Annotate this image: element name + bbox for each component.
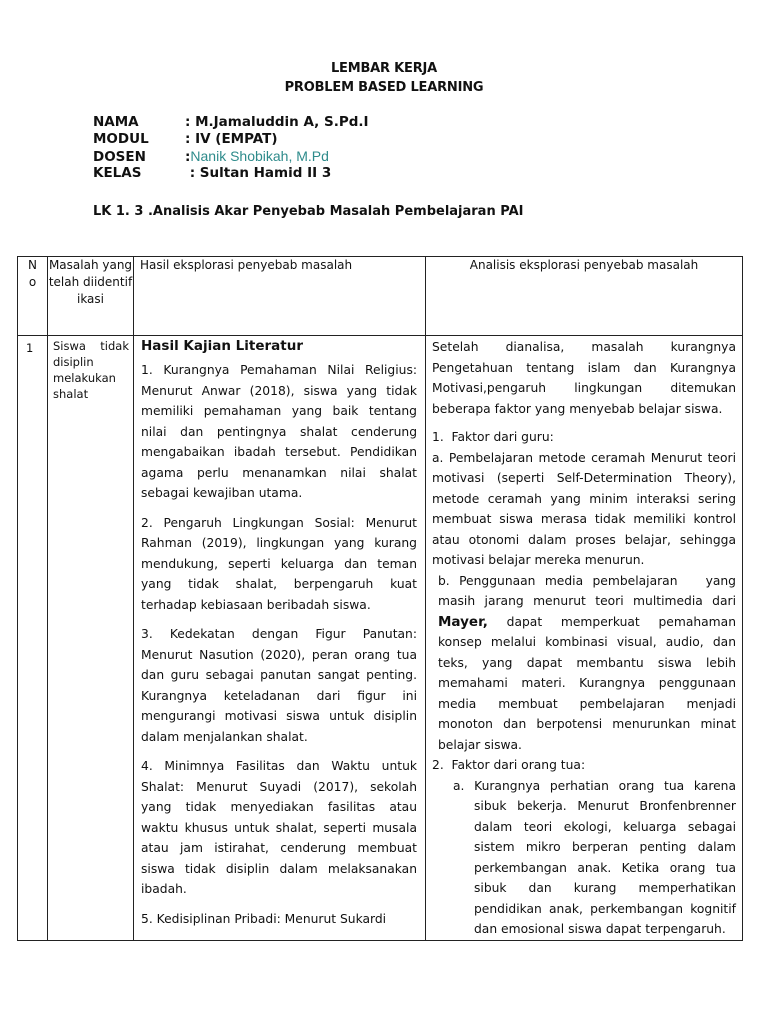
row-hasil — [134, 336, 426, 941]
worksheet-heading: LK 1. 3 .Analisis Akar Penyebab Masalah Pembelajaran PAI — [93, 204, 524, 219]
factor-item-emphasis: Mayer, — [438, 613, 488, 630]
analysis-table — [17, 256, 743, 941]
info-label: DOSEN — [93, 149, 146, 165]
literature-paragraph: 5. Kedisiplinan Pribadi: Menurut Sukardi — [141, 911, 387, 926]
header-masalah: Masalah yang telah diidentifikasi — [48, 257, 134, 336]
factor-item — [432, 571, 740, 756]
document-subtitle: PROBLEM BASED LEARNING — [284, 80, 484, 95]
info-value: : M.Jamaluddin A, S.Pd.I — [185, 114, 369, 130]
row-number: 1 — [18, 336, 48, 941]
literature-paragraph: 4. Minimnya Fasilitas dan Waktu untuk Shalat: Menurut Suyadi (2017), sekolah yang tidak menyediakan fasilitas atau waktu khusus untuk shalat, seperti musala atau jam istirahat, cenderung membuat siswa tidak disiplin dalam melaksanakan ibadah. — [141, 759, 417, 896]
literature-paragraph: 2. Pengaruh Lingkungan Sosial: Menurut Rahman (2019), lingkungan yang kurang mendukung, seperti keluarga dan teman yang tidak shalat, berpengaruh kuat terhadap kebiasaan beribadah siswa. — [141, 515, 417, 612]
header-analisis: Analisis eksplorasi penyebab masalah — [426, 257, 743, 336]
header-no — [18, 257, 48, 336]
header-no-text: No — [28, 258, 37, 289]
factor-item-text: dapat memperkuat pemahaman konsep melalui kombinasi visual, audio, dan teks, yang dapat membantu siswa lebih memahami materi. Kurangnya penggunaan media membuat pembelajaran menjadi monoton dan berpotensi menurunkan minat belajar siswa. — [438, 614, 736, 752]
info-row-kelas — [93, 165, 369, 182]
factor-item: a. Pembelajaran metode ceramah Menurut teori motivasi (seperti Self-Determination Theory), metode ceramah yang minim interaksi sering membuat siswa merasa tidak memiliki kontrol atau otonomi dalam proses belajar, sehingga motivasi belajar mereka menurun. — [432, 450, 736, 567]
row-masalah: Siswa tidak disiplin melakukan shalat — [48, 336, 134, 941]
info-label: MODUL — [93, 131, 149, 147]
info-value: Nanik Shobikah, M.Pd — [190, 148, 329, 164]
factor-heading: 1. Faktor dari guru: — [432, 430, 554, 444]
table-row — [18, 336, 743, 941]
factor-item-text: b. Penggunaan media pembelajaran yang masih jarang menurut teori multimedia dari — [438, 573, 740, 608]
literature-paragraph: 1. Kurangnya Pemahaman Nilai Religius: Menurut Anwar (2018), siswa yang tidak memiliki pemahaman yang baik tentang nilai dan pentingnya shalat cenderung mengabaikan ibadah tersebut. Pendidikan agama perlu menanamkan nilai shalat sebagai kewajiban utama. — [141, 363, 417, 500]
factor-heading: 2. Faktor dari orang tua: — [432, 758, 586, 772]
info-row-dosen — [93, 148, 369, 165]
document-title: LEMBAR KERJA — [330, 61, 438, 76]
literature-paragraph: 3. Kedekatan dengan Figur Panutan: Menurut Nasution (2020), peran orang tua dan guru sebagai panutan sangat penting. Kurangnya keteladanan dari figur ini mengurangi motivasi siswa untuk disiplin dalam menjalankan shalat. — [141, 627, 417, 744]
table-header-row — [18, 257, 743, 336]
info-value: : Sultan Hamid II 3 — [185, 165, 332, 181]
row-analisis — [426, 336, 743, 941]
info-row-modul — [93, 131, 369, 148]
identity-block — [93, 114, 369, 182]
info-label: NAMA — [93, 114, 139, 130]
literature-heading: Hasil Kajian Literatur — [141, 338, 303, 354]
header-hasil: Hasil eksplorasi penyebab masalah — [134, 257, 426, 336]
info-value-prefix: : — [185, 149, 191, 165]
factor-item: a. Kurangnya perhatian orang tua karena sibuk bekerja. Menurut Bronfenbrenner dalam teori ekologi, keluarga sebagai sistem mikro berperan penting dalam perkembangan anak. Ketika orang tua sibuk dan kurang memperhatikan pendidikan anak, perkembangan kognitif dan emosional siswa dapat terpengaruh. — [453, 778, 736, 936]
info-row-nama — [93, 114, 369, 131]
info-label: KELAS — [93, 165, 142, 181]
info-value: : IV (EMPAT) — [185, 131, 278, 147]
analysis-intro: Setelah dianalisa, masalah kurangnya Pengetahuan tentang islam dan Kurangnya Motivasi,pengaruh lingkungan ditemukan beberapa faktor yang menyebab belajar siswa. — [432, 340, 736, 416]
